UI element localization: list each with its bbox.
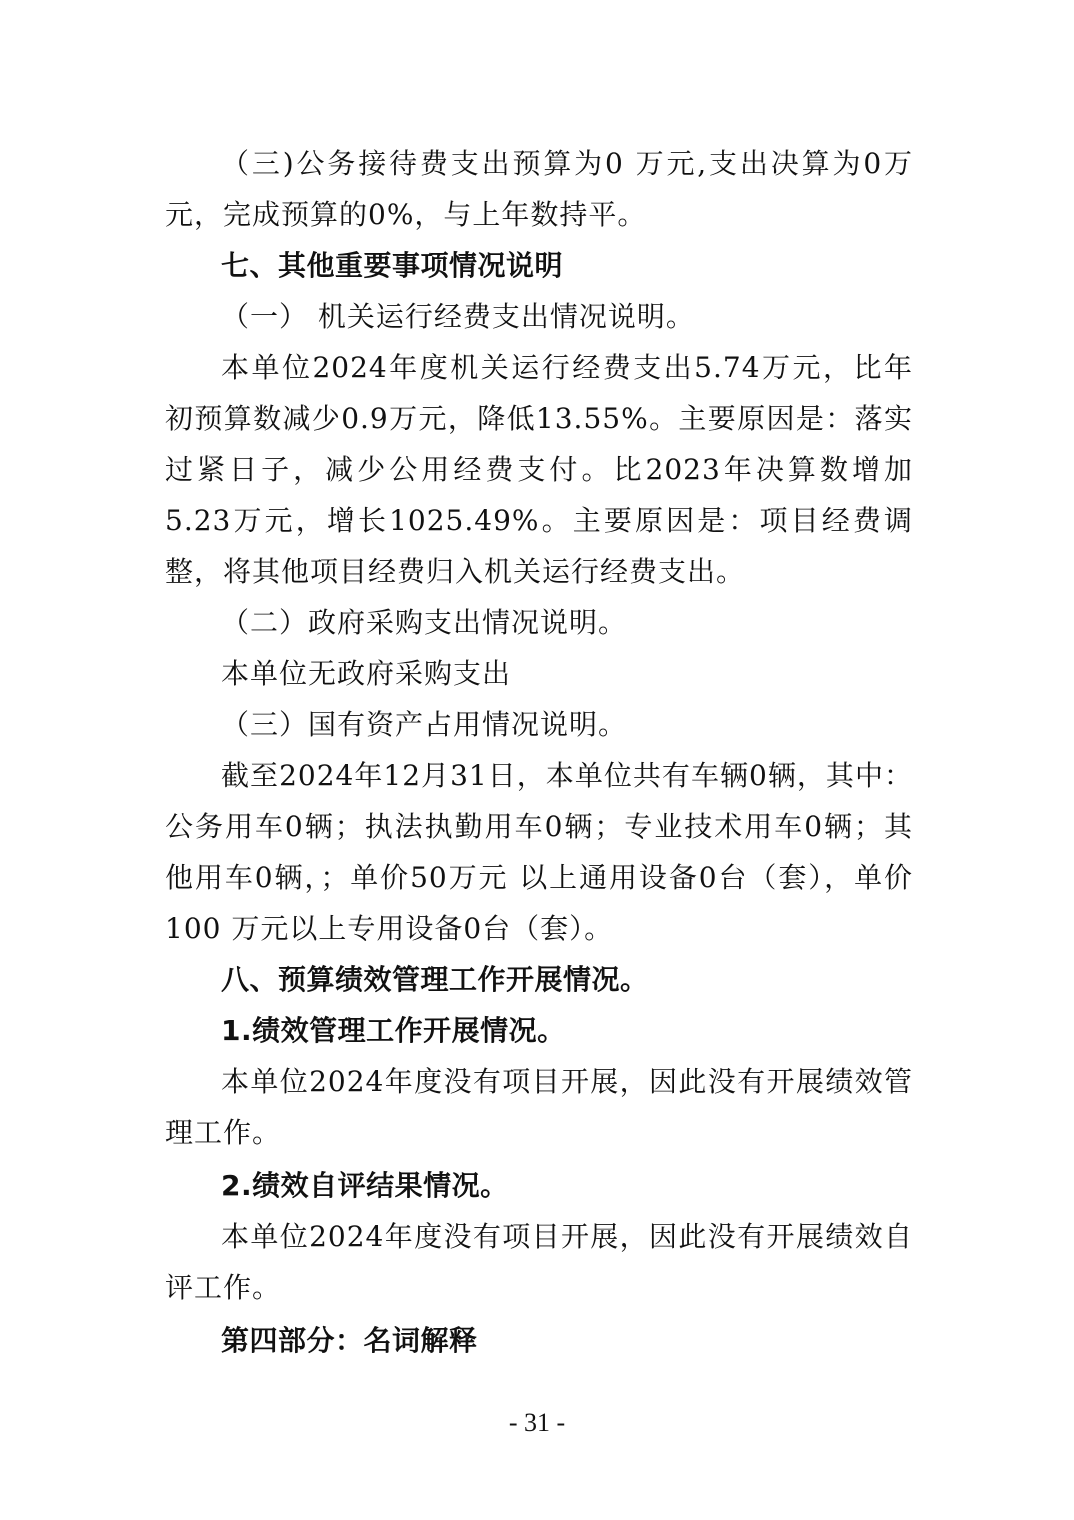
section-heading-performance-management: 八、预算绩效管理工作开展情况。: [221, 963, 649, 996]
page-number: - 31 -: [508, 1408, 566, 1437]
government-procurement-paragraph: 本单位无政府采购支出: [221, 657, 512, 690]
part-four-heading: 第四部分：名词解释: [221, 1324, 478, 1357]
page-body: [165, 138, 913, 1366]
performance-work-paragraph: 本单位2024年度没有项目开展，因此没有开展绩效管理工作。: [165, 1065, 913, 1149]
state-assets-paragraph: 截至2024年12月31日，本单位共有车辆0辆，其中：公务用车0辆；执法执勤用车0辆；专业技术用车0辆；其他用车0辆，；单价50万元 以上通用设备0台（套），单价100 万元以上专用设备0台（套）。: [165, 759, 913, 945]
subheading-state-assets: （三）国有资产占用情况说明。: [221, 708, 628, 741]
operating-expenses-paragraph: 本单位2024年度机关运行经费支出5.74万元，比年初预算数减少0.9万元，降低13.55%。主要原因是：落实过紧日子，减少公用经费支付。比2023年决算数增加5.23万元，增长1025.49%。主要原因是：项目经费调整，将其他项目经费归入机关运行经费支出。: [165, 351, 913, 588]
subheading-government-procurement: （二）政府采购支出情况说明。: [221, 606, 628, 639]
self-evaluation-paragraph: 本单位2024年度没有项目开展，因此没有开展绩效自评工作。: [165, 1220, 913, 1304]
subheading-performance-work: 1.绩效管理工作开展情况。: [221, 1014, 566, 1047]
subheading-operating-expenses: （一） 机关运行经费支出情况说明。: [221, 300, 695, 333]
section-heading-other-matters: 七、其他重要事项情况说明: [221, 249, 564, 282]
subheading-self-evaluation: 2.绩效自评结果情况。: [221, 1169, 509, 1202]
reception-expense-paragraph: （三)公务接待费支出预算为0 万元,支出决算为0万元，完成预算的0%，与上年数持平。: [165, 147, 913, 231]
